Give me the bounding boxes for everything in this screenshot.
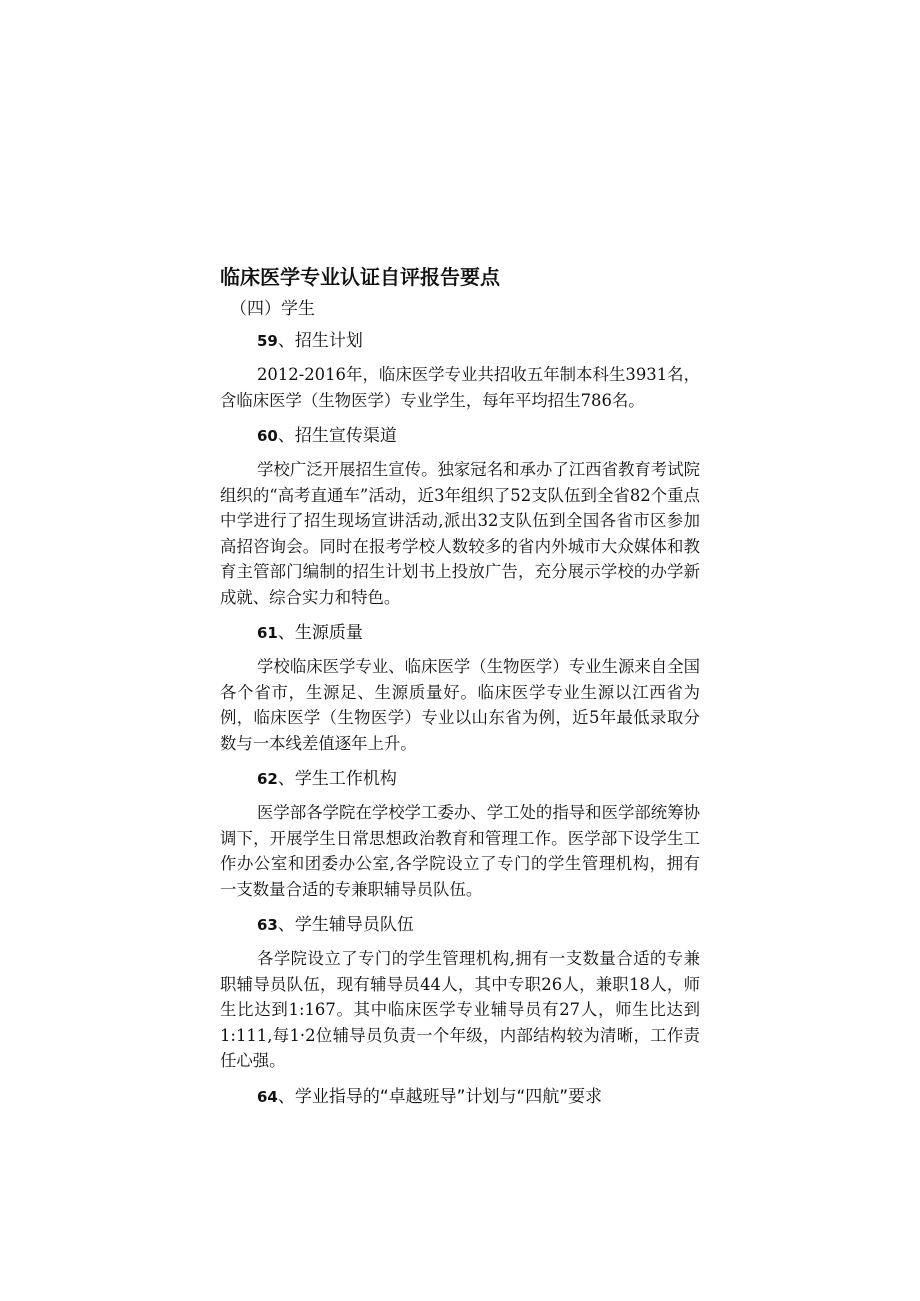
- section-body: 2012-2016年，临床医学专业共招收五年制本科生3931名，含临床医学（生物医学）专业学生，每年平均招生786名。: [220, 365, 700, 410]
- section-heading: [257, 1084, 700, 1110]
- section-61: [220, 620, 700, 756]
- section-number: 59: [257, 332, 278, 350]
- section-body: 学校广泛开展招生宣传。独家冠名和承办了江西省教育考试院组织的“高考直通车”活动，近3年组织了52支队伍到全省82个重点中学进行了招生现场宣讲活动,派出32支队伍到全国各省市区参加高招咨询会。同时在报考学校人数较多的省内外城市大众媒体和教育主管部门编制的招生计划书上投放广告，充分展示学校的办学新成就、综合实力和特色。: [220, 460, 700, 607]
- section-title: 、学业指导的“卓越班导”计划与“四航”要求: [277, 1086, 603, 1107]
- section-body: 医学部各学院在学校学工委办、学工处的指导和医学部统筹协调下，开展学生日常思想政治教育和管理工作。医学部下设学生工作办公室和团委办公室,各学院设立了专门的学生管理机构，拥有一支数量合适的专兼职辅导员队伍。: [220, 803, 700, 899]
- section-59: [220, 328, 700, 413]
- section-63: [220, 912, 700, 1074]
- section-number: 62: [257, 770, 278, 788]
- section-title: 、生源质量: [277, 623, 363, 643]
- section-number: 60: [257, 427, 278, 445]
- section-heading: [257, 423, 700, 449]
- section-title: 、学生辅导员队伍: [277, 915, 414, 935]
- document-page: [220, 262, 700, 1118]
- section-60: [220, 423, 700, 610]
- section-title: 、招生宣传渠道: [277, 426, 397, 446]
- section-heading: [257, 328, 700, 354]
- part-heading: （四）学生: [230, 299, 315, 319]
- section-62: [220, 766, 700, 902]
- section-heading: [257, 912, 700, 938]
- section-number: 61: [257, 624, 278, 642]
- document-title: 临床医学专业认证自评报告要点: [220, 265, 500, 289]
- section-number: 64: [257, 1087, 278, 1106]
- section-title: 、招生计划: [277, 331, 363, 351]
- section-heading: [257, 766, 700, 792]
- section-64: [220, 1084, 700, 1110]
- section-body: 各学院设立了专门的学生管理机构,拥有一支数量合适的专兼职辅导员队伍，现有辅导员44人，其中专职26人，兼职18人，师生比达到1:167。其中临床医学专业辅导员有27人，师生比达到1:111,每1·2位辅导员负责一个年级，内部结构较为清晰，工作责任心强。: [220, 949, 700, 1070]
- section-title: 、学生工作机构: [277, 769, 397, 789]
- section-body: 学校临床医学专业、临床医学（生物医学）专业生源来自全国各个省市，生源足、生源质量好。临床医学专业生源以江西省为例，临床医学（生物医学）专业以山东省为例，近5年最低录取分数与一本线差值逐年上升。: [220, 657, 700, 753]
- section-heading: [257, 620, 700, 646]
- section-number: 63: [257, 916, 278, 934]
